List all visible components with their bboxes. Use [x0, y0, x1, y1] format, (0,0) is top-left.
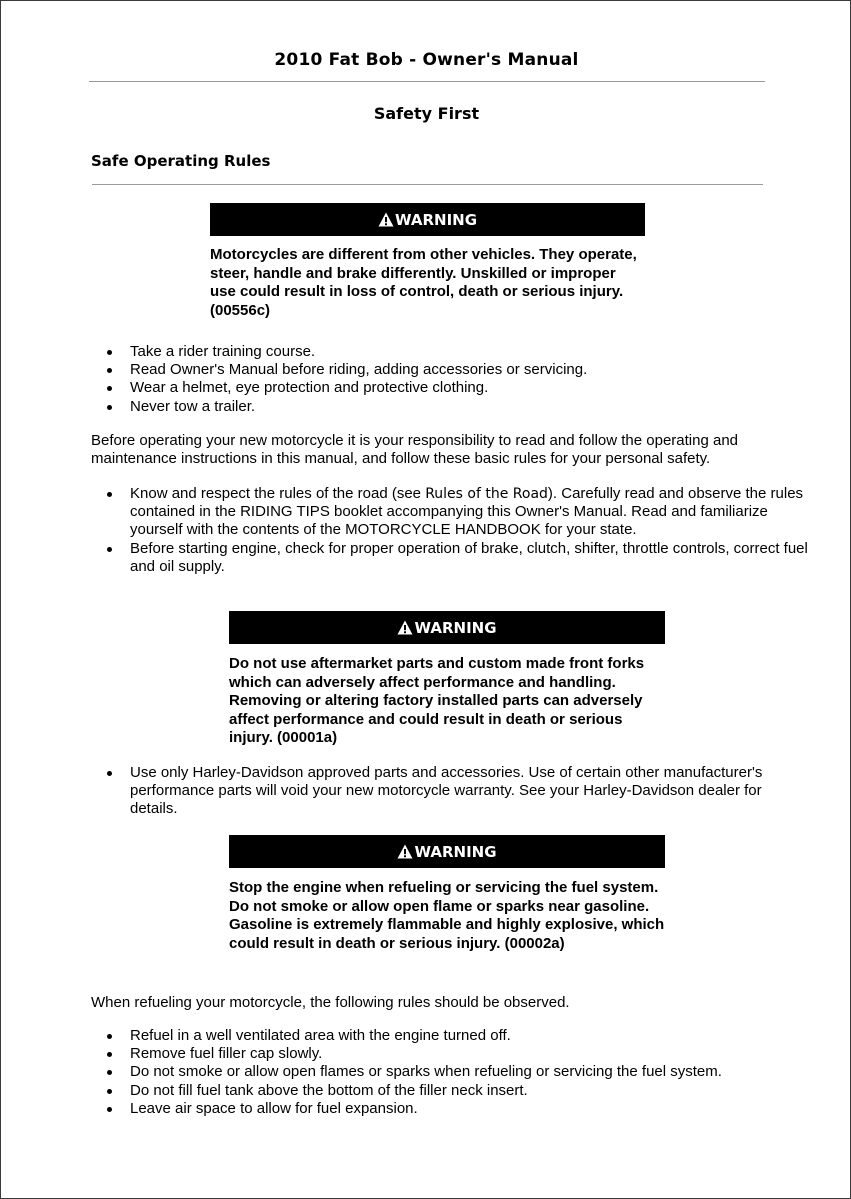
subsection-divider — [92, 184, 763, 185]
section-title: Safety First — [373, 104, 480, 123]
parts-rules-list — [91, 764, 810, 819]
document-title: 2010 Fat Bob - Owner's Manual — [274, 50, 579, 70]
operating-rules-list — [91, 485, 810, 576]
warning-triangle-icon — [397, 620, 413, 635]
list-item: Use only Harley-Davidson approved parts and accessories. Use of certain other manufacturer's performance parts will void your new motorcycle warranty. See your Harley-Davidson dealer for details. — [130, 764, 810, 819]
warning-banner — [229, 611, 665, 644]
list-item: Take a rider training course. — [130, 343, 810, 361]
title-divider — [89, 81, 765, 82]
warning-text: Do not use aftermarket parts and custom made front forks which can adversely affect performance and handling. Removing or altering factory installed parts can adversely affect performance and could result in death or serious injury. (00001a) — [229, 655, 645, 746]
list-item: Wear a helmet, eye protection and protective clothing. — [130, 379, 810, 397]
subsection-title: Safe Operating Rules — [91, 152, 271, 170]
warning-banner — [210, 203, 645, 236]
list-item: Leave air space to allow for fuel expansion. — [130, 1100, 830, 1118]
safety-rules-list — [91, 343, 810, 416]
warning-banner — [229, 835, 665, 868]
warning-text: Stop the engine when refueling or servicing the fuel system. Do not smoke or allow open flame or sparks near gasoline. Gasoline is extremely flammable and highly explosive, which could result in death or serious injury. (00002a) — [229, 879, 665, 952]
warning-label: WARNING — [414, 842, 497, 861]
list-item: Know and respect the rules of the road (see Rules of the Road). Carefully read and observe the rules contained in the RIDING TIPS booklet accompanying this Owner's Manual. Read and familiarize yourself with the contents of the MOTORCYCLE HANDBOOK for your state. — [130, 485, 810, 540]
intro-paragraph: Before operating your new motorcycle it is your responsibility to read and follow the operating and maintenance instructions in this manual, and follow these basic rules for your personal safety. — [91, 432, 739, 468]
list-item: Do not fill fuel tank above the bottom of the filler neck insert. — [130, 1082, 830, 1100]
list-item: Refuel in a well ventilated area with the engine turned off. — [130, 1027, 830, 1045]
warning-label: WARNING — [414, 618, 497, 637]
warning-label: WARNING — [394, 210, 478, 229]
list-item: Remove fuel filler cap slowly. — [130, 1045, 830, 1063]
list-item: Do not smoke or allow open flames or sparks when refueling or servicing the fuel system. — [130, 1063, 830, 1081]
rules-of-the-road-link[interactable]: Rules of the Road — [425, 486, 548, 502]
warning-triangle-icon — [378, 212, 394, 227]
list-item: Never tow a trailer. — [130, 398, 810, 416]
list-item: Read Owner's Manual before riding, adding accessories or servicing. — [130, 361, 810, 379]
warning-triangle-icon — [397, 844, 413, 859]
warning-text: Motorcycles are different from other vehicles. They operate, steer, handle and brake differently. Unskilled or improper use could result in loss of control, death or serious injury. (00556c) — [210, 246, 637, 319]
refueling-intro: When refueling your motorcycle, the following rules should be observed. — [91, 994, 570, 1011]
list-item: Before starting engine, check for proper operation of brake, clutch, shifter, throttle controls, correct fuel and oil supply. — [130, 540, 810, 576]
refueling-rules-list — [91, 1027, 830, 1118]
